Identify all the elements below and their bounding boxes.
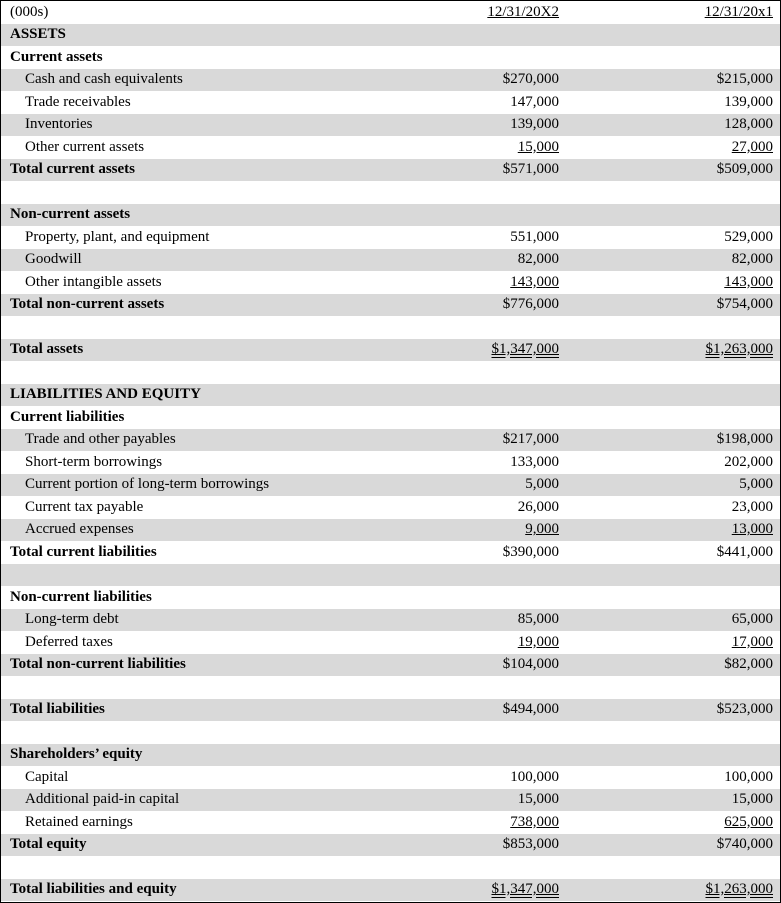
value-20x1: 17,000 — [731, 633, 773, 650]
value-20x2: 5,000 — [525, 476, 559, 493]
table-row — [1, 271, 780, 294]
value-20x1: $740,000 — [716, 836, 773, 853]
row-label: Trade and other payables — [25, 431, 176, 448]
row-label: Additional paid-in capital — [25, 791, 180, 808]
row-label: Current portion of long-term borrowings — [25, 476, 270, 493]
subsection-heading-row — [1, 204, 780, 227]
row-label: Inventories — [25, 116, 93, 133]
row-label: Deferred taxes — [25, 633, 113, 650]
table-row — [1, 226, 780, 249]
value-20x2: $776,000 — [502, 296, 559, 313]
table-row — [1, 91, 780, 114]
value-20x2: 133,000 — [510, 453, 559, 470]
table-row — [1, 631, 780, 654]
value-20x1: $215,000 — [716, 71, 773, 88]
table-row — [1, 519, 780, 542]
value-20x2: $494,000 — [502, 701, 559, 718]
table-row — [1, 136, 780, 159]
current-liabilities-heading: Current liabilities — [10, 408, 125, 425]
total-liabilities-label: Total liabilities — [10, 701, 105, 718]
value-20x2: $1,347,000 — [491, 881, 559, 898]
section-heading-row — [1, 384, 780, 407]
value-20x1: $509,000 — [716, 161, 773, 178]
section-heading-row — [1, 24, 780, 47]
value-20x2: $270,000 — [502, 71, 559, 88]
total-row — [1, 159, 780, 182]
total-row — [1, 294, 780, 317]
value-20x2: 15,000 — [517, 138, 559, 155]
value-20x1: 143,000 — [724, 273, 773, 290]
value-20x2: 26,000 — [517, 498, 559, 515]
value-20x2: $104,000 — [502, 656, 559, 673]
row-label: Retained earnings — [25, 813, 133, 830]
value-20x1: 5,000 — [739, 476, 773, 493]
total-label: Total current assets — [10, 161, 135, 178]
total-row — [1, 879, 780, 902]
value-20x1: 100,000 — [724, 768, 773, 785]
noncurrent-assets-heading: Non-current assets — [10, 206, 131, 223]
value-20x1: 625,000 — [724, 813, 773, 830]
table-row — [1, 789, 780, 812]
total-row — [1, 654, 780, 677]
total-label: Total current liabilities — [10, 543, 157, 560]
table-row — [1, 609, 780, 632]
spacer-row — [1, 564, 780, 587]
spacer-row — [1, 856, 780, 879]
value-20x1: $754,000 — [716, 296, 773, 313]
row-label: Trade receivables — [25, 93, 131, 110]
row-label: Short-term borrowings — [25, 453, 163, 470]
spacer-row — [1, 361, 780, 384]
value-20x2: 139,000 — [510, 116, 559, 133]
value-20x1: 128,000 — [724, 116, 773, 133]
value-20x1: 13,000 — [731, 521, 773, 538]
table-row — [1, 429, 780, 452]
row-label: Capital — [25, 768, 69, 785]
value-20x2: $571,000 — [502, 161, 559, 178]
row-label: Other intangible assets — [25, 273, 162, 290]
table-row — [1, 496, 780, 519]
row-label: Other current assets — [25, 138, 145, 155]
value-20x2: $1,347,000 — [491, 341, 559, 358]
liabilities-equity-heading: LIABILITIES AND EQUITY — [10, 386, 201, 403]
value-20x1: $523,000 — [716, 701, 773, 718]
subsection-heading-row — [1, 744, 780, 767]
subsection-heading-row — [1, 406, 780, 429]
value-20x1: 65,000 — [731, 611, 773, 628]
value-20x2: 551,000 — [510, 228, 559, 245]
total-row — [1, 699, 780, 722]
value-20x2: 738,000 — [510, 813, 559, 830]
value-20x1: 529,000 — [724, 228, 773, 245]
row-label: Cash and cash equivalents — [25, 71, 183, 88]
units-label: (000s) — [10, 3, 49, 20]
subsection-heading-row — [1, 586, 780, 609]
value-20x2: 82,000 — [517, 251, 559, 268]
value-20x1: 27,000 — [731, 138, 773, 155]
header-row — [1, 1, 780, 24]
value-20x2: 147,000 — [510, 93, 559, 110]
spacer-row — [1, 316, 780, 339]
value-20x2: 9,000 — [525, 521, 559, 538]
value-20x1: 139,000 — [724, 93, 773, 110]
value-20x2: $390,000 — [502, 543, 559, 560]
total-label: Total non-current liabilities — [10, 656, 186, 673]
column-header-20x2: 12/31/20X2 — [487, 3, 559, 20]
value-20x1: 202,000 — [724, 453, 773, 470]
total-label: Total non-current assets — [10, 296, 165, 313]
total-equity-label: Total equity — [10, 836, 87, 853]
grand-total-label: Total liabilities and equity — [10, 881, 177, 898]
total-row — [1, 834, 780, 857]
value-20x1: 82,000 — [731, 251, 773, 268]
value-20x2: 15,000 — [517, 791, 559, 808]
assets-heading: ASSETS — [10, 26, 66, 43]
equity-heading: Shareholders’ equity — [10, 746, 143, 763]
table-row — [1, 114, 780, 137]
spacer-row — [1, 676, 780, 699]
column-header-20x1: 12/31/20x1 — [704, 3, 773, 20]
value-20x1: $1,263,000 — [705, 881, 773, 898]
table-row — [1, 451, 780, 474]
value-20x2: 19,000 — [517, 633, 559, 650]
value-20x2: $217,000 — [502, 431, 559, 448]
spacer-row — [1, 181, 780, 204]
table-row — [1, 69, 780, 92]
value-20x1: 15,000 — [731, 791, 773, 808]
row-label: Goodwill — [25, 251, 82, 268]
table-row — [1, 766, 780, 789]
total-assets-label: Total assets — [10, 341, 84, 358]
value-20x2: 100,000 — [510, 768, 559, 785]
total-row — [1, 541, 780, 564]
row-label: Accrued expenses — [25, 521, 134, 538]
value-20x1: $441,000 — [716, 543, 773, 560]
noncurrent-liabilities-heading: Non-current liabilities — [10, 588, 152, 605]
total-row — [1, 339, 780, 362]
value-20x1: $82,000 — [724, 656, 773, 673]
value-20x2: 143,000 — [510, 273, 559, 290]
row-label: Long-term debt — [25, 611, 119, 628]
table-row — [1, 249, 780, 272]
spacer-row — [1, 721, 780, 744]
table-row — [1, 474, 780, 497]
value-20x1: $198,000 — [716, 431, 773, 448]
value-20x2: $853,000 — [502, 836, 559, 853]
value-20x2: 85,000 — [517, 611, 559, 628]
value-20x1: 23,000 — [731, 498, 773, 515]
table-row — [1, 811, 780, 834]
value-20x1: $1,263,000 — [705, 341, 773, 358]
row-label: Property, plant, and equipment — [25, 228, 210, 245]
subsection-heading-row — [1, 46, 780, 69]
current-assets-heading: Current assets — [10, 48, 103, 65]
row-label: Current tax payable — [25, 498, 144, 515]
